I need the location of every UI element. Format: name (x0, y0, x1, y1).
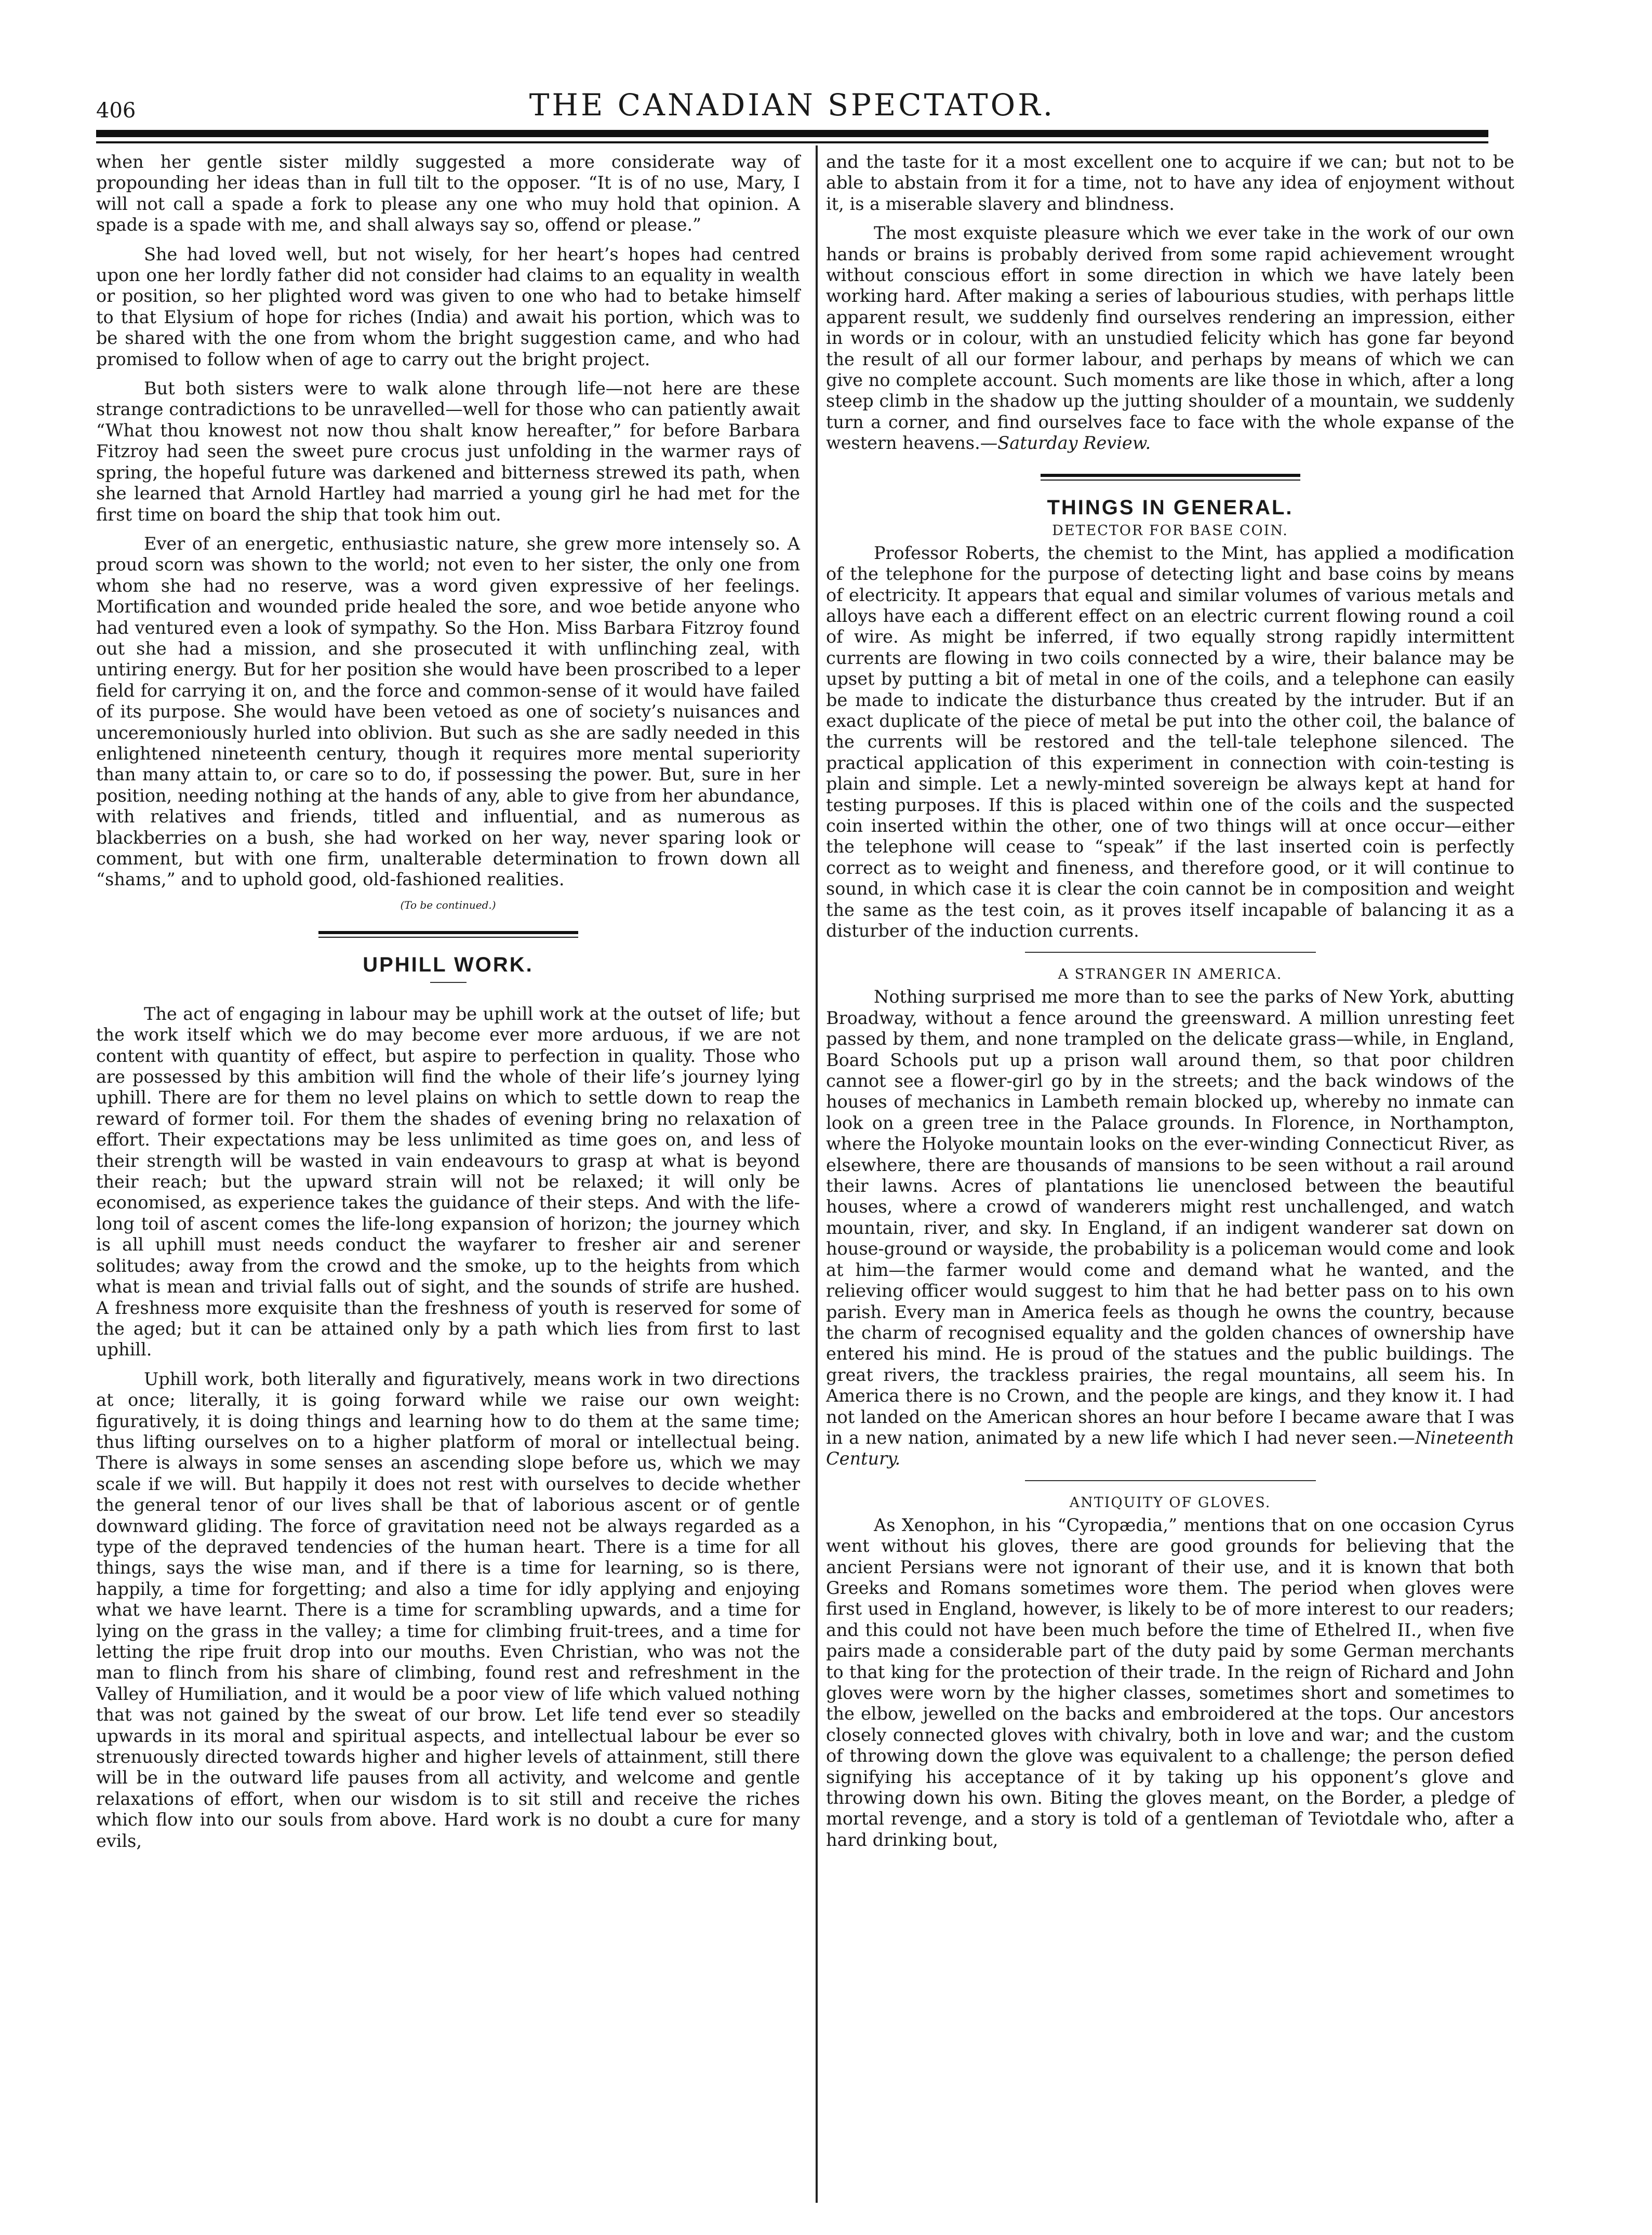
stranger-source: Nineteenth Century. (826, 1427, 1514, 1469)
header-rule-thick (96, 130, 1488, 137)
stranger-heading: A STRANGER IN AMERICA. (1058, 966, 1283, 983)
section-separator (318, 931, 578, 938)
detector-heading: DETECTOR FOR BASE COIN. (1052, 522, 1288, 539)
header-rule-thin (96, 141, 1488, 143)
stranger-paragraph (826, 987, 1514, 1469)
article-separator (1025, 952, 1316, 953)
stranger-text: Nothing surprised me more than to see the parks of New York, abutting Broadway, without a fence around the greensward. A million unresting feet passed by them, and none trampled on the delicate grass—while, in England, Board Schools put up a prison wall around them, so that poor children cannot see a flower-girl go by in the streets; and the back windows of the houses of mechanics in Lambeth remain blocked up, whereby no inmate can look on a green tree in the Palace grounds. In Florence, in Northampton, where the Holyoke mountain looks on the ever-winding Connecticut River, as elsewhere, there are thousands of mansions to be seen without a rail around their lawns. Acres of plantations lie unenclosed between the beautiful houses, where a crowd of wanderers might rest unchallenged, and watch mountain, river, and sky. In England, if an indigent wanderer sat down on house-ground or wayside, the probability is a policeman would come and look at him—the farmer would come and demand what he wanted, and the relieving officer would suggest to him that he had better pass on to his own parish. Every man in America feels as though he owns the country, because the charm of recognised equality and the golden chances of ownership have entered his mind. He is proud of the statues and the public buildings. The great rivers, the trackless prairies, the regal mountains, all seem his. In America there is no Crown, and the people are kings, and they know it. I had not landed on the American shores an hour before I became aware that I was in a new nation, animated by a new life which I had never seen.— (826, 987, 1514, 1448)
uphill-paragraph: The act of engaging in labour may be uphill work at the outset of life; but the work itself which we do may become ever more arduous, if we are not content with quantity of effect, but aspire to perfection in quality. Those who are possessed by this ambition will find the whole of their life’s journey lying uphill. There are for them no level plains on which to settle down to reap the reward of former toil. For them the shades of evening bring no relaxation of effort. Their expectations may be less unlimited as time goes on, and less of their strength will be wasted in vain endeavours to grasp at what is beyond their reach; but the upward strain will not be relaxed; it will only be economised, as experience takes the guidance of their steps. And with the life-long toil of ascent comes the life-long expansion of horizon; the journey which is all uphill must needs conduct the wayfarer to fresher air and serener solitudes; away from the crowd and the smoke, up to the heights from which what is mean and trivial falls out of sight, and the sounds of strife are hushed. A freshness more exquisite than the freshness of youth is reserved for some of the aged; but it can be attained only by a path which lies from first to last uphill. (96, 1003, 800, 1360)
uphill-continued-paragraph: and the taste for it a most excellent one to acquire if we can; but not to be able to abstain from it for a time, not to have any idea of enjoyment without it, is a miserable slavery and blindness. (826, 152, 1514, 214)
uphill-source: Saturday Review. (997, 433, 1151, 454)
things-in-general-heading: THINGS IN GENERAL. (1047, 496, 1294, 519)
to-be-continued: (To be continued.) (400, 898, 496, 911)
gloves-paragraph: As Xenophon, in his “Cyropædia,” mentions that on one occasion Cyrus went without his gloves, there are good grounds for believing that the ancient Persians were not ignorant of their use, and it is known that both Greeks and Romans sometimes wore them. The period when gloves were first used in England, however, is likely to be of more interest to our readers; and this could not have been much before the time of Ethelred II., when five pairs made a considerable part of the duty paid by some German merchants to that king for the protection of their trade. In the reign of Richard and John gloves were worn by the higher classes, sometimes short and sometimes to the elbow, jewelled on the backs and embroidered at the tops. Our ancestors closely connected gloves with chivalry, both in love and war; and the custom of throwing down the glove was equivalent to a challenge; the person defied signifying his acceptance of it by taking up his opponent’s glove and throwing down his own. Biting the gloves meant, on the Border, a pledge of mortal revenge, and a story is told of a gentleman of Teviotdale who, after a hard drinking bout, (826, 1514, 1514, 1850)
section-separator (1041, 474, 1300, 481)
masthead-title: THE CANADIAN SPECTATOR. (529, 87, 1056, 123)
story-paragraph: when her gentle sister mildly suggested a more considerate way of propounding her ideas than in full tilt to the opposer. “It is of no use, Mary, I will not call a spade a fork to please any one who muy hold that opinion. A spade is a spade with me, and shall always say so, offend or please.” (96, 152, 800, 235)
uphill-paragraph: Uphill work, both literally and figuratively, means work in two directions at once; literally, it is going forward while we raise our own weight: figuratively, it is doing things and learning how to do them at the same time; thus lifting ourselves on to a higher platform of moral or intellectual being. There is always in some senses an ascending slope before us, which we may scale if we will. But happily it does not rest with ourselves to decide whether the general tenor of our lives shall be that of laborious ascent or of gentle downward gliding. The force of gravitation need not be always regarded as a type of the depraved tendencies of the human heart. There is a time for all things, says the wise man, and if there is a time for learning, so is there, happily, a time for forgetting; and also a time for idly applying and enjoying what we have learnt. There is a time for scrambling upwards, and a time for lying on the grass in the valley; a time for climbing fruit-trees, and a time for letting the ripe fruit drop into our mouths. Even Christian, who was not the man to flinch from his share of climbing, found rest and refreshment in the Valley of Humiliation, and it would be a poor view of life which valued nothing that was not gained by the sweat of our brow. Let life tend ever so steadily upwards in its moral and spiritual aspects, and intellectual labour be ever so strenuously directed towards higher and higher levels of attainment, still there will be in the outward life pauses from all activity, and welcome and gentle relaxations of effort, when our wisdom is to sit still and receive the riches which flow into our souls from above. Hard work is no doubt a cure for many evils, (96, 1368, 800, 1851)
uphill-continued-text: The most exquiste pleasure which we ever take in the work of our own hands or brains is probably derived from some rapid achievement wrought without conscious effort in some direction in which we have lately been working hard. After making a series of labourious studies, with perhaps little apparent result, we suddenly find ourselves rendering an impression, either in words or in colour, with an unstudied felicity which has gone far beyond the result of all our former labour, and perhaps by means of which we can give no complete account. Such moments are like those in which, after a long steep climb in the shadow up the jutting shoulder of a mountain, we suddenly turn a corner, and find ourselves face to face with the whole expanse of the western heavens.— (826, 223, 1514, 454)
detector-paragraph: Professor Roberts, the chemist to the Mint, has applied a modification of the telephone for the purpose of detecting light and base coins by means of electricity. It appears that equal and similar volumes of various metals and alloys have each a different effect on an electric current flowing round a coil of wire. As might be inferred, if two equally strong rapidly intermittent currents are flowing in two coils connected by a wire, their balance may be upset by putting a bit of metal in one of the coils, and a telephone can easily be made to indicate the disturbance thus created by the intruder. But if an exact duplicate of the piece of metal be put into the other coil, the balance of the currents will be restored and the tell-tale telephone silenced. The practical application of this experiment in connection with coin-testing is plain and simple. Let a newly-minted sovereign be always kept at hand for testing purposes. If this is placed within one of the coils and the suspected coin inserted within the other, one of two things will at once occur—either the telephone will cease to “speak” if the last inserted coin is perfectly correct as to weight and fineness, and therefore good, or it will continue to sound, in which case it is clear the coin cannot be in composition and weight the same as the test coin, as it proves itself incapable of balancing it as a disturber of the induction currents. (826, 542, 1514, 941)
uphill-work-heading: UPHILL WORK. (363, 953, 534, 976)
gloves-heading: ANTIQUITY OF GLOVES. (1069, 1494, 1271, 1511)
story-paragraph: Ever of an energetic, enthusiastic nature, she grew more intensely so. A proud scorn was shown to the world; not even to her sister, the only one from whom she had no reserve, was a word given expressive of her feelings. Mortification and wounded pride healed the sore, and woe betide anyone who had ventured even a look of sympathy. So the Hon. Miss Barbara Fitzroy found out she had a mission, and she prosecuted it with unflinching zeal, with untiring energy. But for her position she would have been proscribed to a leper field for carrying it on, and the force and common-sense of it would have failed of its purpose. She would have been vetoed as one of society’s nuisances and unceremoniously hurled into oblivion. But such as she are sadly needed in this enlightened nineteenth century, though it requires more mental superiority than many attain to, or care so to do, if possessing the power. But, sure in her position, needing nothing at the hands of any, able to give from her abundance, with relatives and friends, titled and influential, and as numerous as blackberries on a bush, she had worked on her way, never sparing look or comment, but with one firm, unalterable determination to frown down all “shams,” and to uphold good, old-fashioned realities. (96, 533, 800, 890)
left-column (96, 152, 800, 1852)
story-paragraph: She had loved well, but not wisely, for her heart’s hopes had centred upon one her lordly father did not consider had claims to an equality in wealth or position, so her plighted word was given to one who had to betake himself to that Elysium of hope for riches (India) and await his portion, which was to be shared with the one from whom the bright suggestion came, and who had promised to follow when of age to carry out the bright project. (96, 244, 800, 369)
article-separator (1025, 1480, 1316, 1481)
uphill-continued-paragraph (826, 223, 1514, 454)
story-paragraph: But both sisters were to walk alone through life—not here are these strange contradictions to be unravelled—well for those who can patiently await “What thou knowest not now thou shalt know hereafter,” for before Barbara Fitzroy had seen the sweet pure crocus just unfolding in the warmer rays of spring, the hopeful future was darkened and bitterness strewed its path, when she learned that Arnold Hartley had married a young girl he had met for the first time on board the ship that took him out. (96, 378, 800, 525)
right-column (800, 152, 1514, 1851)
page-number: 406 (96, 99, 136, 123)
heading-underline (430, 982, 467, 983)
